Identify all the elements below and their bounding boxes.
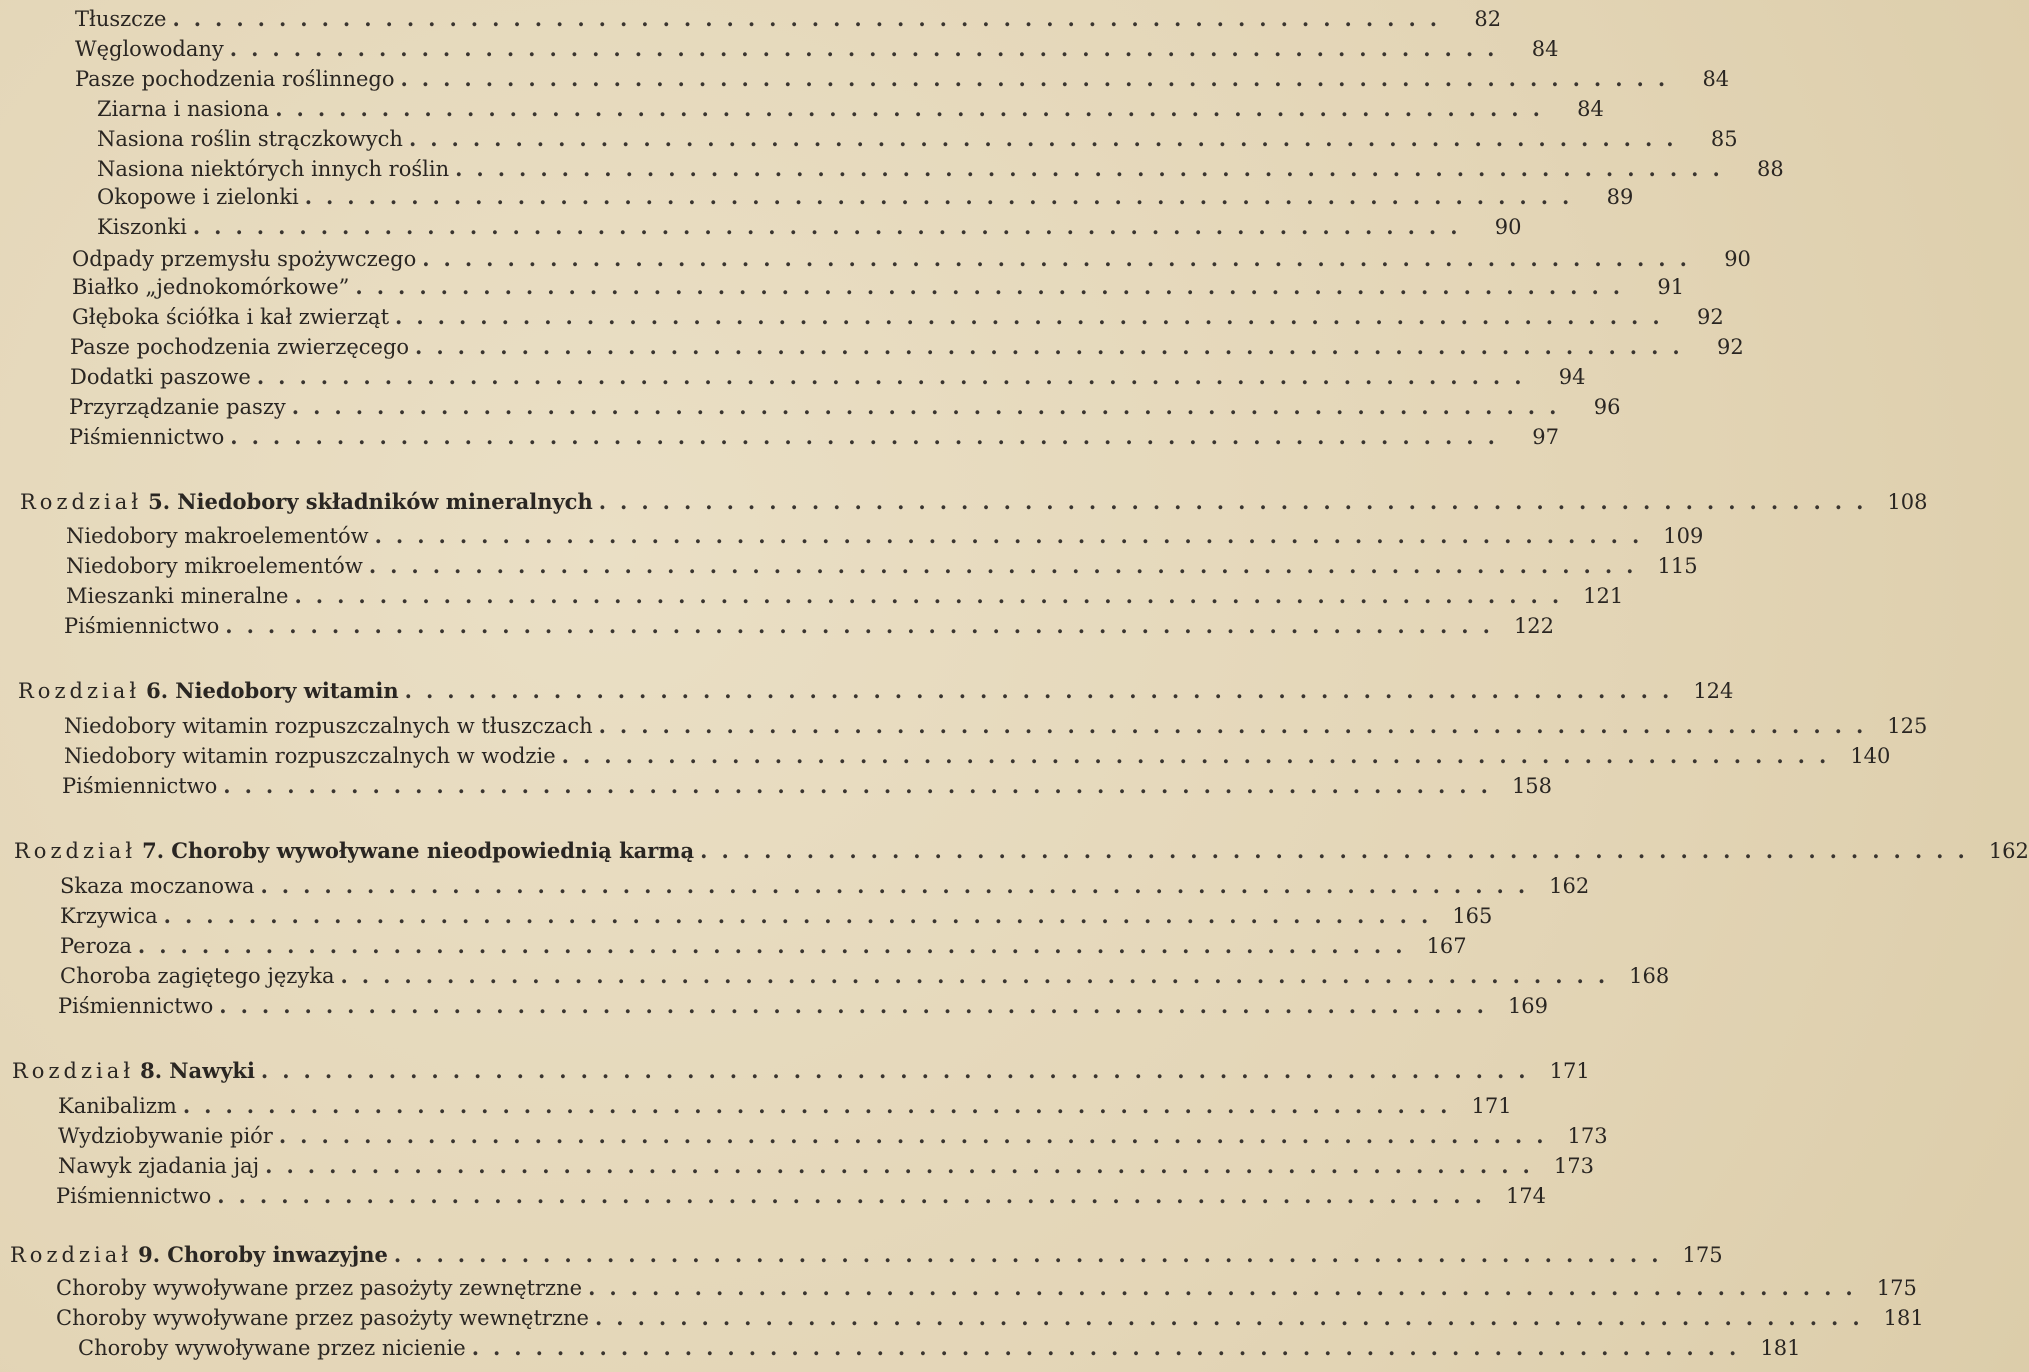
- toc-page-number: 167: [1426, 934, 1467, 958]
- toc-page-number: 82: [1474, 7, 1502, 31]
- toc-entry: [56, 1303, 1924, 1333]
- toc-page-number: 96: [1593, 395, 1621, 419]
- dot-leader: ............................................................: [260, 873, 1540, 898]
- toc-entry-title: Ziarna i nasiona: [97, 97, 270, 121]
- toc-entry: [56, 1181, 1547, 1211]
- toc-entry: [60, 901, 1493, 931]
- dot-leader: ............................................................: [278, 1123, 1558, 1148]
- dot-leader: ............................................................: [408, 126, 1688, 151]
- toc-entry: [56, 1273, 1917, 1303]
- toc-page-number: 158: [1511, 774, 1553, 798]
- toc-page-number: 171: [1549, 1059, 1590, 1083]
- toc-entry-title: Wydziobywanie piór: [58, 1124, 273, 1148]
- toc-entry: [72, 244, 1751, 274]
- toc-entry-title: Tłuszcze: [75, 7, 167, 31]
- chapter-title: 7. Choroby wywoływane nieodpowiednią karmą: [142, 838, 695, 863]
- toc-entry-title: Pasze pochodzenia zwierzęcego: [70, 335, 410, 359]
- toc-page-number: 84: [1531, 37, 1559, 61]
- toc-entry-title: Okopowe i zielonki: [97, 185, 299, 209]
- dot-leader: ............................................................: [225, 613, 1504, 638]
- toc-page-number: 173: [1553, 1154, 1594, 1178]
- toc-page-number: 174: [1505, 1184, 1547, 1208]
- dot-leader: ............................................................: [598, 489, 1878, 514]
- toc-chapter-heading: [12, 1056, 1590, 1086]
- dot-leader: ............................................................: [415, 334, 1694, 359]
- dot-leader: ............................................................: [588, 1275, 1867, 1300]
- toc-page-number: 175: [1876, 1276, 1917, 1300]
- toc-entry-title: Kiszonki: [97, 215, 187, 239]
- toc-page-number: 175: [1682, 1243, 1723, 1267]
- toc-entry: [70, 362, 1586, 392]
- toc-chapter-heading: [14, 836, 2029, 866]
- toc-page-number: 88: [1757, 157, 1784, 181]
- toc-entry-title: [20, 487, 593, 517]
- toc-entry: [97, 154, 1784, 184]
- toc-page-number: 109: [1663, 524, 1704, 548]
- toc-entry: [64, 711, 1928, 741]
- toc-entry-title: Nawyk zjadania jaj: [58, 1154, 260, 1178]
- dot-leader: ............................................................: [182, 1093, 1462, 1118]
- toc-page-number: 181: [1883, 1306, 1924, 1330]
- toc-page-number: 94: [1558, 365, 1586, 389]
- toc-entry-title: [10, 1240, 388, 1270]
- toc-entry: [66, 521, 1704, 551]
- toc-entry-title: Niedobory mikroelementów: [66, 554, 363, 578]
- toc-page-number: 85: [1710, 127, 1738, 151]
- toc-entry: [70, 332, 1744, 362]
- toc-page-number: 168: [1629, 964, 1670, 988]
- toc-page-number: 162: [1549, 874, 1590, 898]
- dot-leader: ............................................................: [340, 963, 1620, 988]
- toc-entry-title: Głęboka ściółka i kał zwierząt: [72, 305, 390, 329]
- toc-entry: [75, 64, 1730, 94]
- dot-leader: ............................................................: [395, 304, 1674, 329]
- toc-entry: [97, 182, 1634, 212]
- toc-entry-title: Piśmiennictwo: [69, 425, 225, 449]
- dot-leader: ............................................................: [223, 773, 1502, 798]
- toc-page-number: 181: [1760, 1336, 1801, 1360]
- toc-entry: [58, 1151, 1594, 1181]
- chapter-title: 8. Nawyki: [140, 1058, 255, 1083]
- toc-entry: [72, 302, 1724, 332]
- toc-page-number: 162: [1988, 839, 2029, 863]
- toc-entry-title: Przyrządzanie paszy: [69, 395, 286, 419]
- dot-leader: ............................................................: [294, 583, 1574, 608]
- toc-page-number: 169: [1507, 994, 1549, 1018]
- toc-entry: [97, 212, 1522, 242]
- toc-page-number: 121: [1583, 584, 1624, 608]
- dot-leader: ............................................................: [304, 184, 1584, 209]
- chapter-label: Rozdział: [14, 839, 137, 863]
- dot-leader: ............................................................: [137, 933, 1417, 958]
- toc-page-number: 124: [1693, 679, 1734, 703]
- toc-entry-title: Choroby wywoływane przez pasożyty wewnętrzne: [56, 1306, 589, 1330]
- toc-entry: [72, 272, 1685, 302]
- toc-chapter-heading: [18, 676, 1734, 706]
- dot-leader: ............................................................: [229, 36, 1509, 61]
- chapter-label: Rozdział: [12, 1059, 135, 1083]
- dot-leader: ............................................................: [217, 1183, 1496, 1208]
- dot-leader: ............................................................: [700, 838, 1979, 863]
- toc-entry-title: Nasiona niektórych innych roślin: [97, 157, 450, 181]
- dot-leader: ............................................................: [230, 424, 1509, 449]
- dot-leader: ............................................................: [163, 903, 1443, 928]
- toc-entry: [58, 1091, 1512, 1121]
- toc-entry-title: Pasze pochodzenia roślinnego: [75, 67, 395, 91]
- dot-leader: ............................................................: [265, 1153, 1544, 1178]
- toc-entry: [58, 1121, 1608, 1151]
- toc-entry: [66, 551, 1698, 581]
- toc-page-number: 108: [1887, 490, 1928, 514]
- toc-entry: [75, 4, 1502, 34]
- dot-leader: ............................................................: [455, 156, 1734, 181]
- toc-entry-title: Mieszanki mineralne: [66, 584, 289, 608]
- chapter-title: 6. Niedobory witamin: [146, 678, 399, 703]
- chapter-label: Rozdział: [10, 1243, 133, 1267]
- toc-entry-title: Dodatki paszowe: [70, 365, 251, 389]
- chapter-title: 9. Choroby inwazyjne: [138, 1242, 388, 1267]
- toc-page-number: 91: [1657, 275, 1685, 299]
- toc-entry-title: Niedobory witamin rozpuszczalnych w wodzie: [64, 744, 556, 768]
- toc-page-number: 125: [1887, 714, 1928, 738]
- toc-entry-title: Odpady przemysłu spożywczego: [72, 247, 417, 271]
- toc-page-number: 171: [1471, 1094, 1512, 1118]
- toc-entry: [69, 392, 1621, 422]
- toc-entry: [75, 34, 1559, 64]
- toc-entry: [60, 961, 1670, 991]
- toc-page-number: 115: [1657, 554, 1698, 578]
- toc-entry-title: Choroby wywoływane przez nicienie: [78, 1336, 466, 1360]
- toc-entry: [66, 581, 1624, 611]
- dot-leader: ............................................................: [598, 713, 1878, 738]
- toc-entry-title: Niedobory witamin rozpuszczalnych w tłuszczach: [64, 714, 593, 738]
- dot-leader: ............................................................: [256, 364, 1536, 389]
- toc-entry: [78, 1333, 1801, 1363]
- toc-page-number: 90: [1494, 215, 1522, 239]
- dot-leader: ............................................................: [393, 1242, 1673, 1267]
- toc-page-number: 97: [1532, 425, 1559, 449]
- toc-page-number: 84: [1702, 67, 1730, 91]
- toc-entry-title: Choroba zagiętego języka: [60, 964, 335, 988]
- toc-entry-title: Krzywica: [60, 904, 158, 928]
- toc-entry-title: Choroby wywoływane przez pasożyty zewnętrzne: [56, 1276, 583, 1300]
- toc-page-number: 122: [1513, 614, 1555, 638]
- dot-leader: ............................................................: [374, 523, 1654, 548]
- toc-entry-title: Piśmiennictwo: [58, 994, 214, 1018]
- toc-page-number: 92: [1696, 305, 1724, 329]
- dot-leader: ............................................................: [404, 678, 1684, 703]
- toc-entry-title: [18, 676, 399, 706]
- dot-leader: ............................................................: [275, 96, 1554, 121]
- toc-entry: [64, 741, 1891, 771]
- toc-entry: [60, 871, 1590, 901]
- toc-entry-title: Peroza: [60, 934, 132, 958]
- toc-page-number: 84: [1577, 97, 1604, 121]
- toc-entry-title: Niedobory makroelementów: [66, 524, 369, 548]
- toc-page-number: 90: [1724, 247, 1751, 271]
- dot-leader: ............................................................: [594, 1305, 1874, 1330]
- toc-entry-title: Węglowodany: [75, 37, 224, 61]
- toc-page-number: 89: [1606, 185, 1634, 209]
- dot-leader: ............................................................: [561, 743, 1841, 768]
- toc-page-number: 173: [1567, 1124, 1608, 1148]
- toc-entry: [60, 931, 1467, 961]
- toc-page-number: 92: [1716, 335, 1744, 359]
- dot-leader: ............................................................: [219, 993, 1498, 1018]
- toc-entry-title: Piśmiennictwo: [62, 774, 218, 798]
- dot-leader: ............................................................: [172, 6, 1452, 31]
- dot-leader: ............................................................: [368, 553, 1648, 578]
- toc-entry: [69, 422, 1559, 452]
- dot-leader: ............................................................: [291, 394, 1571, 419]
- toc-page-number: 140: [1850, 744, 1891, 768]
- toc-chapter-heading: [20, 487, 1928, 517]
- toc-entry-title: Kanibalizm: [58, 1094, 177, 1118]
- chapter-label: Rozdział: [20, 490, 143, 514]
- toc-entry: [62, 771, 1553, 801]
- dot-leader: ............................................................: [260, 1058, 1540, 1083]
- toc-entry: [97, 94, 1604, 124]
- dot-leader: ............................................................: [400, 66, 1680, 91]
- toc-entry-title: [14, 836, 694, 866]
- toc-entry-title: [12, 1056, 255, 1086]
- toc-entry: [58, 991, 1549, 1021]
- toc-entry-title: Nasiona roślin strączkowych: [97, 127, 403, 151]
- dot-leader: ............................................................: [355, 274, 1635, 299]
- toc-page-number: 165: [1452, 904, 1493, 928]
- toc-entry-title: Piśmiennictwo: [56, 1184, 212, 1208]
- toc-entry: [64, 611, 1555, 641]
- toc-entry-title: Piśmiennictwo: [64, 614, 220, 638]
- dot-leader: ............................................................: [422, 246, 1701, 271]
- dot-leader: ............................................................: [192, 214, 1472, 239]
- toc-chapter-heading: [10, 1240, 1723, 1270]
- chapter-label: Rozdział: [18, 679, 141, 703]
- toc-entry-title: Skaza moczanowa: [60, 874, 255, 898]
- chapter-title: 5. Niedobory składników mineralnych: [148, 489, 593, 514]
- toc-entry-title: Białko „jednokomórkowe”: [72, 275, 350, 299]
- toc-entry: [97, 124, 1738, 154]
- dot-leader: ............................................................: [471, 1335, 1751, 1360]
